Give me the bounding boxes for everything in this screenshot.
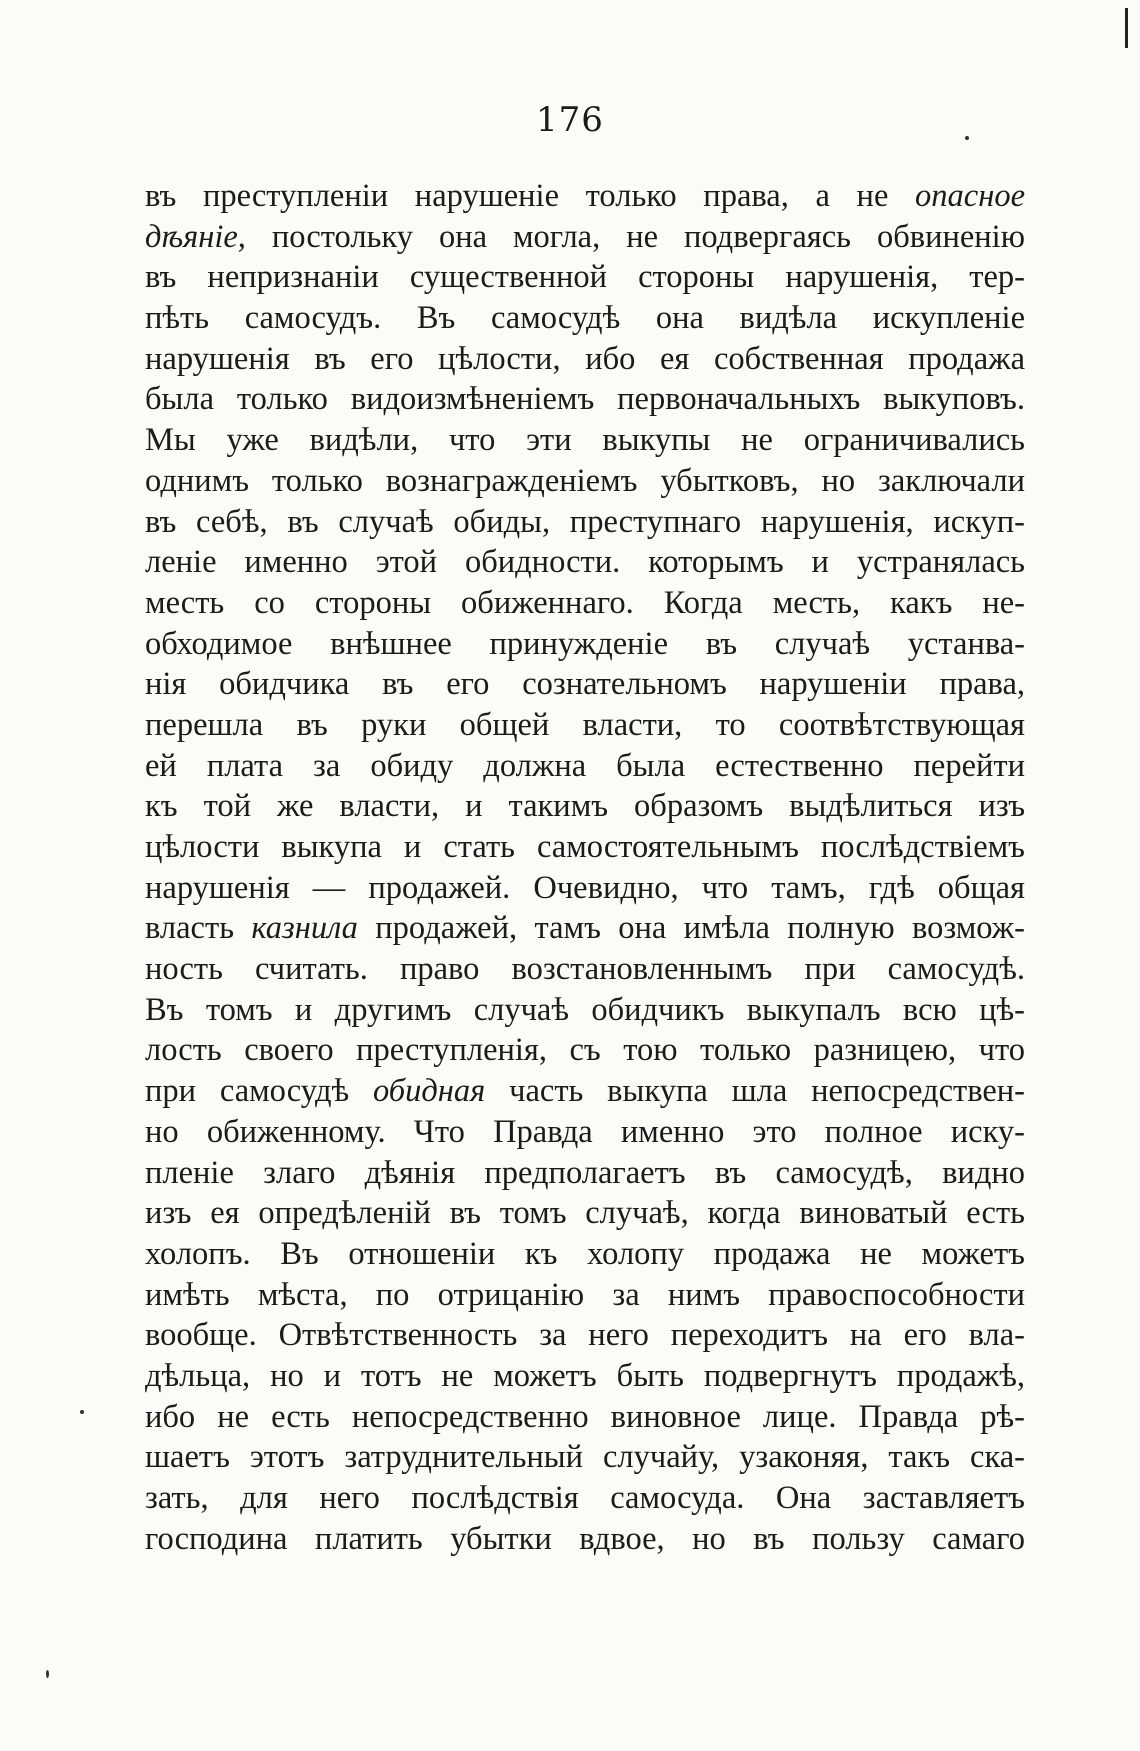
- text-run: къ той же власти, и такимъ образомъ выдѣлиться изъ: [145, 788, 1025, 825]
- text-run: часть выкупа шла непосредствен-: [485, 1073, 1025, 1110]
- text-run: холопъ. Въ отношеніи къ холопу продажа не можетъ: [145, 1235, 1025, 1272]
- text-run: въ непризнаніи существенной стороны нарушенія, тер-: [145, 259, 1025, 296]
- text-line: [145, 1071, 1025, 1112]
- text-run: нія обидчика въ его сознательномъ нарушеніи права,: [145, 666, 1025, 703]
- text-line: [145, 1112, 1025, 1153]
- text-line: [145, 1193, 1025, 1234]
- text-line: [145, 1397, 1025, 1438]
- text-run: цѣлости выкупа и стать самостоятельнымъ послѣдствіемъ: [145, 829, 1025, 865]
- text-line: [145, 1030, 1025, 1071]
- italic-text-run: дѣяніе,: [145, 218, 246, 255]
- text-line: [145, 502, 1025, 543]
- text-run: однимъ только вознагражденіемъ убытковъ, но заключали: [145, 462, 1025, 499]
- text-line: [145, 1153, 1025, 1194]
- text-run: продажей, тамъ она имѣла полную возмож-: [357, 910, 1025, 947]
- body-text: [145, 176, 1025, 1559]
- text-line: [145, 379, 1025, 420]
- text-run: постольку она могла, не подвергаясь обвиненію: [245, 218, 1025, 255]
- text-run: въ себѣ, въ случаѣ обиды, преступнаго нарушенія, искуп-: [145, 503, 1025, 540]
- text-run: ность считать. право возстановленнымъ при самосудѣ.: [145, 951, 1025, 988]
- text-line: [145, 217, 1025, 258]
- text-line: [145, 664, 1025, 705]
- text-line: [145, 298, 1025, 339]
- text-line: [145, 1356, 1025, 1397]
- text-run: изъ ея опредѣленій въ томъ случаѣ, когда виноватый есть: [145, 1195, 1025, 1232]
- text-line: [145, 257, 1025, 298]
- text-run: леніе именно этой обидности. которымъ и устранялась: [145, 544, 1025, 581]
- text-run: нарушенія — продажей. Очевидно, что тамъ, гдѣ общая: [145, 869, 1025, 906]
- text-line: [145, 908, 1025, 949]
- text-line: [145, 420, 1025, 461]
- text-line: [145, 949, 1025, 990]
- text-run: но обиженному. Что Правда именно это полное иску-: [145, 1113, 1025, 1150]
- text-line: [145, 1478, 1025, 1519]
- text-run: перешла въ руки общей власти, то соотвѣтствующая: [145, 706, 1025, 743]
- text-run: ибо не есть непосредственно виновное лице. Правда рѣ-: [145, 1398, 1025, 1435]
- text-line: [145, 583, 1025, 624]
- text-run: была только видоизмѣненіемъ первоначальныхъ выкуповъ.: [145, 381, 1025, 418]
- text-run: при самосудѣ: [145, 1073, 373, 1110]
- text-line: [145, 990, 1025, 1031]
- text-line: [145, 705, 1025, 746]
- text-line: [145, 339, 1025, 380]
- italic-text-run: опасное: [915, 178, 1025, 214]
- text-line: [145, 1234, 1025, 1275]
- text-line: [145, 868, 1025, 909]
- text-run: господина платить убытки вдвое, но въ пользу самаго: [145, 1520, 1025, 1557]
- text-run: пѣть самосудъ. Въ самосудѣ она видѣла искупленіе: [145, 300, 1025, 337]
- italic-text-run: обидная: [372, 1073, 486, 1110]
- text-run: дѣльца, но и тотъ не можетъ быть подвергнутъ продажѣ,: [145, 1357, 1025, 1394]
- text-run: ей плата за обиду должна была естественно перейти: [145, 747, 1025, 784]
- text-line: [145, 1519, 1025, 1560]
- italic-text-run: казнила: [251, 910, 358, 947]
- text-run: месть со стороны обиженнаго. Когда месть, какъ не-: [145, 584, 1025, 621]
- text-run: обходимое внѣшнее принужденіе въ случаѣ устанва-: [145, 625, 1025, 662]
- scan-speck: [46, 1670, 49, 1678]
- scan-speck: [80, 1410, 84, 1414]
- text-line: [145, 1437, 1025, 1478]
- text-line: [145, 1275, 1025, 1316]
- text-line: [145, 746, 1025, 787]
- text-run: имѣть мѣста, по отрицанію за нимъ правоспособности: [145, 1276, 1025, 1313]
- text-line: [145, 786, 1025, 827]
- scan-edge-mark: [1125, 8, 1128, 48]
- text-run: вообще. Отвѣтственность за него переходитъ на его вла-: [145, 1317, 1025, 1354]
- text-run: власть: [145, 910, 252, 947]
- text-run: шаетъ этотъ затруднительный случайу, узаконяя, такъ ска-: [145, 1439, 1025, 1476]
- text-run: Въ томъ и другимъ случаѣ обидчикъ выкупалъ всю цѣ-: [145, 991, 1025, 1028]
- text-line: [145, 624, 1025, 665]
- text-line: [145, 542, 1025, 583]
- text-run: лость своего преступленія, съ тою только разницею, что: [145, 1032, 1025, 1069]
- text-run: пленіе злаго дѣянія предполагаетъ въ самосудѣ, видно: [145, 1154, 1025, 1191]
- text-run: въ преступленіи нарушеніе только права, а не: [145, 178, 916, 214]
- text-line: [145, 827, 1025, 868]
- text-line: [145, 461, 1025, 502]
- text-run: зать, для него послѣдствія самосуда. Она заставляетъ: [145, 1480, 1025, 1516]
- text-line: [145, 176, 1025, 217]
- text-run: нарушенія въ его цѣлости, ибо ея собственная продажа: [145, 340, 1025, 377]
- text-run: Мы уже видѣли, что эти выкупы не ограничивались: [145, 422, 1025, 459]
- text-line: [145, 1315, 1025, 1356]
- page-number: 176: [536, 100, 604, 140]
